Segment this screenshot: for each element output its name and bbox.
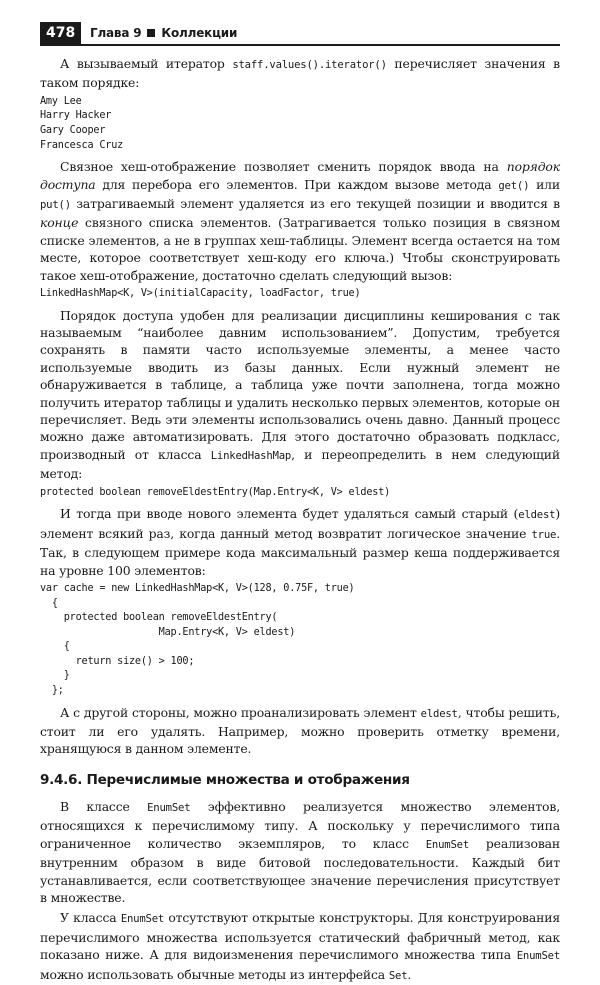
paragraph-iterator-order: А вызываемый итератор staff.values().iterator() перечисляет значения в таком порядке: xyxy=(40,56,560,91)
paragraph-access-order: Связное хеш-отображение позволяет сменить порядок ввода на порядок доступа для перебора его элементов. При каждом вызове метода get() или put() затрагиваемый элемент удаляется из его текущей позиции и вводится в конце связного списка элементов. (Затрагивается только позиция в связном списке элементов, а не в группах хеш-таблицы. Элемент всегда остается на том месте, которое соответствует хеш-коду его ключа.) Чтобы сконструировать такое хеш-отображение, достаточно сделать следующий вызов: xyxy=(40,159,561,283)
code-linkedhashmap-ctor: LinkedHashMap<K, V>(initialCapacity, loadFactor, true) xyxy=(40,288,361,300)
code-cache-example: var cache = new LinkedHashMap<K, V>(128, 0.75F, true) { protected boolean removeEldestEntry( Map.Entry<K, V> eldest) { return size() > 100; } }; xyxy=(40,582,355,697)
chapter-title: Коллекции xyxy=(161,26,238,40)
page-header xyxy=(40,22,560,44)
paragraph-eldest-removal: И тогда при вводе нового элемента будет удаляться самый старый (eldest) элемент всякий раз, когда данный метод возвратит логическое значение true. Так, в следующем примере кода максимальный размер кеша поддерживается на уровне 100 элементов: xyxy=(40,506,560,578)
chapter-label: Глава 9 xyxy=(90,26,142,40)
header-rule xyxy=(40,44,560,46)
running-head xyxy=(90,22,237,44)
section-heading: 9.4.6. Перечислимые множества и отображения xyxy=(40,771,410,788)
paragraph-enumset-constructors: У класса EnumSet отсутствуют открытые конструкторы. Для конструирования перечислимого множества используется статический фабричный метод, как показано ниже. А для видоизменения перечислимого множества типа EnumSet можно использовать обычные методы из интерфейса Set. xyxy=(40,910,560,982)
paragraph-analyze-eldest: А с другой стороны, можно проанализировать элемент eldest, чтобы решить, стоит ли его удалять. Например, можно проверить отметку времени, хранящуюся в данном элементе. xyxy=(40,704,560,757)
square-bullet-icon xyxy=(147,29,155,37)
code-remove-eldest-signature: protected boolean removeEldestEntry(Map.Entry<K, V> eldest) xyxy=(40,486,391,498)
page-number: 478 xyxy=(40,22,81,44)
code-output-names: Amy Lee Harry Hacker Gary Cooper Francesca Cruz xyxy=(40,95,124,151)
page-body xyxy=(40,55,560,985)
paragraph-lru-cache: Порядок доступа удобен для реализации дисциплины кеширования с так называемым “наиболее давним использованием”. Допустим, требуется сохранять в памяти часто используемые элементы, а менее часто используемые вводить из базы данных. Если нужный элемент не обнаруживается в таблице, а таблица уже почти заполнена, тогда можно получить итератор таблицы и удалить несколько первых элементов, которые он перечисляет. Ведь эти элементы использовались очень давно. Данный процесс можно даже автоматизировать. Для этого достаточно образовать подкласс, производный от класса LinkedHashMap, и переопределить в нем следующий метод: xyxy=(40,307,560,482)
paragraph-enumset: В классе EnumSet эффективно реализуется множество элементов, относящихся к перечислимому типу. А поскольку у перечислимого типа ограниченное количество экземпляров, то класс EnumSet реализован внутренним образом в виде битовой последовательности. Каждый бит устанавливается, если соответствующее значение перечисления присутствует в множестве. xyxy=(40,798,560,905)
